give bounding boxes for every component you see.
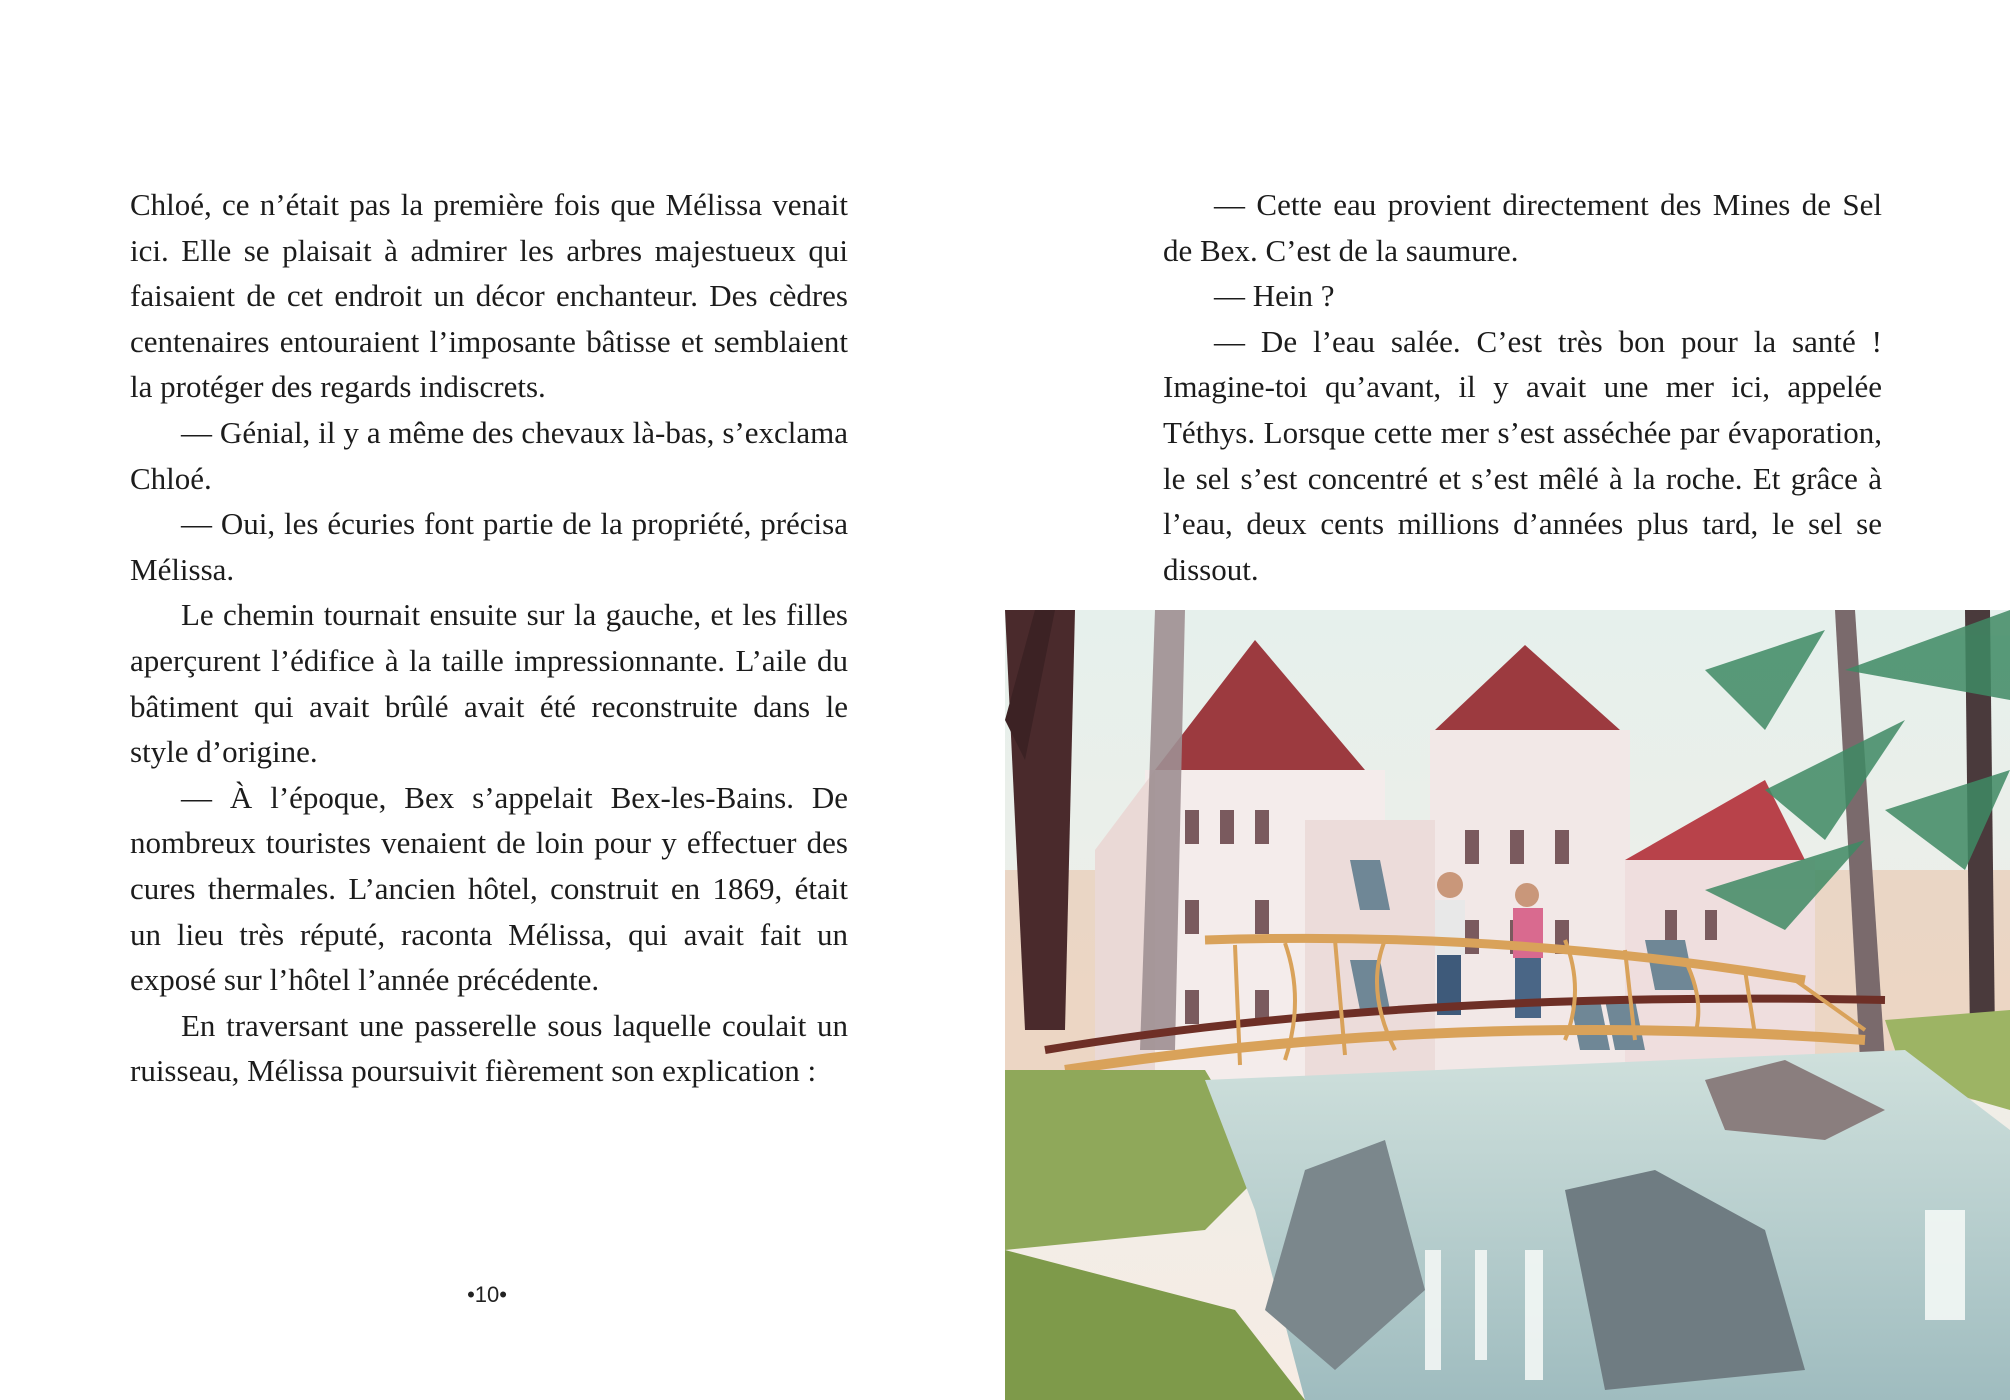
right-page-text [1163, 182, 1882, 592]
paragraph: — De l’eau salée. C’est très bon pour la santé ! Imagine-toi qu’avant, il y avait une mer ici, appelée Téthys. Lorsque cette mer s’est asséchée par évaporation, le sel s’est concentré et s’est mêlé à la roche. Et grâce à l’eau, deux cents millions d’années plus tard, le sel se dissout. [1163, 323, 1882, 587]
paragraph: — Hein ? [1214, 278, 1335, 314]
page-number: •10• [467, 1282, 507, 1307]
paragraph: — Génial, il y a même des chevaux là-bas, s’exclama Chloé. [130, 414, 848, 496]
bridge-hotel-illustration-icon [1005, 610, 2010, 1400]
paragraph: — Oui, les écuries font partie de la propriété, précisa Mélissa. [130, 506, 848, 587]
paragraph: — À l’époque, Bex s’appelait Bex-les-Bains. De nombreux touristes venaient de loin pour y effectuer des cures thermales. L’ancien hôtel, construit en 1869, était un lieu très réputé, raconta Mélissa, qui avait fait un exposé sur l’hôtel l’année précédente. [130, 779, 848, 998]
paragraph: Le chemin tournait ensuite sur la gauche, et les filles aperçurent l’édifice à la taille impressionnante. L’aile du bâtiment qui avait brûlé avait été reconstruite dans le style d’origine. [130, 597, 848, 770]
paragraph: — Cette eau provient directement des Mines de Sel de Bex. C’est de la saumure. [1163, 187, 1882, 268]
paragraph: En traversant une passerelle sous laquelle coulait un ruisseau, Mélissa poursuivit fièrement son explication : [130, 1007, 848, 1089]
illustration [1005, 610, 2010, 1400]
left-page-text [130, 182, 848, 1094]
paragraph: Chloé, ce n’était pas la première fois que Mélissa venait ici. Elle se plaisait à admirer les arbres majestueux qui faisaient de cet endroit un décor enchanteur. Des cèdres centenaires entouraient l’imposante bâtisse et semblaient la protéger des regards indiscrets. [130, 187, 848, 405]
